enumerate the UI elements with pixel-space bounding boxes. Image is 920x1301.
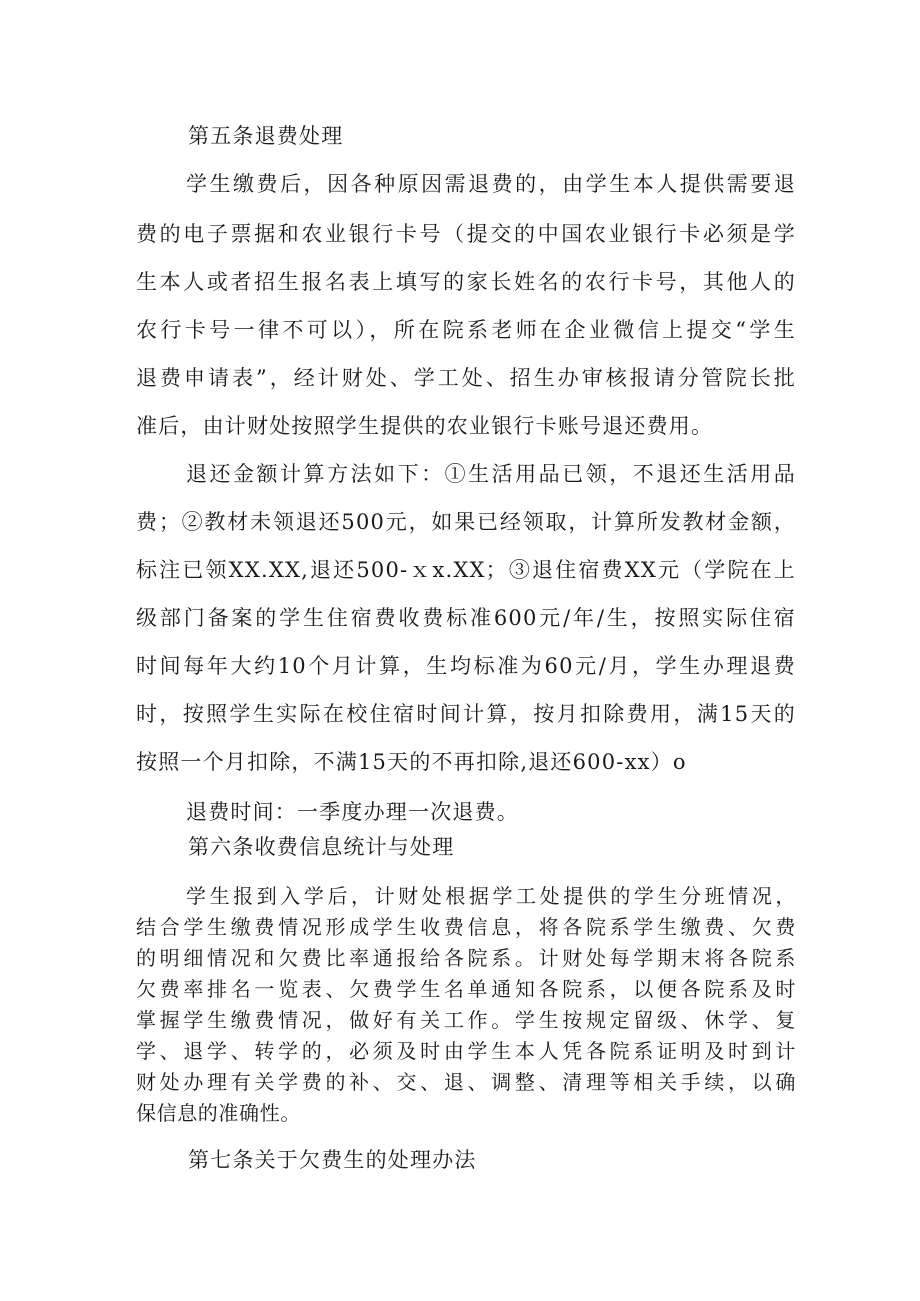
article-5-para-2-line-4: 级部门备案的学生住宿费收费标准600元/年/生，按照实际住宿 [136,606,796,630]
article-6-para-1-line-7: 财处办理有关学费的补、交、退、调整、清理等相关手续，以确 [136,1070,796,1094]
article-5-para-2-line-6: 时，按照学生实际在校住宿时间计算，按月扣除费用，满15天的 [136,702,796,726]
article-5-para-1-line-3: 生本人或者招生报名表上填写的家长姓名的农行卡号，其他人的 [136,270,796,294]
article-6-para-1-line-2: 结合学生缴费情况形成学生收费信息，将各院系学生缴费、欠费 [136,915,796,939]
article-6-para-1-line-4: 欠费率排名一览表、欠费学生名单通知各院系，以便各院系及时 [136,977,796,1001]
article-5-para-3: 退费时间：一季度办理一次退费。 [186,800,519,824]
article-5-para-2-line-1: 退还金额计算方法如下：①生活用品已领，不退还生活用品 [186,462,796,486]
article-5-para-2-line-5: 时间每年大约10个月计算，生均标准为60元/月，学生办理退费 [136,654,796,678]
article-5-para-2-line-2: 费；②教材未领退还500元，如果已经领取，计算所发教材金额， [136,510,796,534]
article-6-para-1-line-6: 学、退学、转学的，必须及时由学生本人凭各院系证明及时到计 [136,1039,796,1063]
article-6-para-1-line-8: 保信息的准确性。 [136,1101,301,1125]
article-5-para-1-line-5: 退费申请表”，经计财处、学工处、招生办审核报请分管院长批 [136,366,796,390]
article-6-para-1-line-1: 学生报到入学后，计财处根据学工处提供的学生分班情况， [186,884,796,908]
article-5-para-1-line-1: 学生缴费后，因各种原因需退费的，由学生本人提供需要退 [186,172,796,196]
article-5-para-1-line-6: 准后，由计财处按照学生提供的农业银行卡账号退还费用。 [136,414,714,438]
article-6-para-1-line-5: 掌握学生缴费情况，做好有关工作。学生按规定留级、休学、复 [136,1008,796,1032]
article-5-para-1-line-4: 农行卡号一律不可以），所在院系老师在企业微信上提交“学生 [136,318,796,342]
article-5-para-2-line-3: 标注已领XX.XX,退还500-ｘx.XX；③退住宿费XX元（学院在上 [136,558,796,582]
article-6-heading: 第六条收费信息统计与处理 [188,835,455,859]
article-5-heading: 第五条退费处理 [188,124,344,148]
article-6-para-1-line-3: 的明细情况和欠费比率通报给各院系。计财处每学期末将各院系 [136,946,796,970]
article-7-heading: 第七条关于欠费生的处理办法 [188,1148,477,1172]
article-5-para-1-line-2: 费的电子票据和农业银行卡号（提交的中国农业银行卡必须是学 [136,222,796,246]
article-5-para-2-line-7: 按照一个月扣除，不满15天的不再扣除,退还600-xx）o [136,750,687,774]
